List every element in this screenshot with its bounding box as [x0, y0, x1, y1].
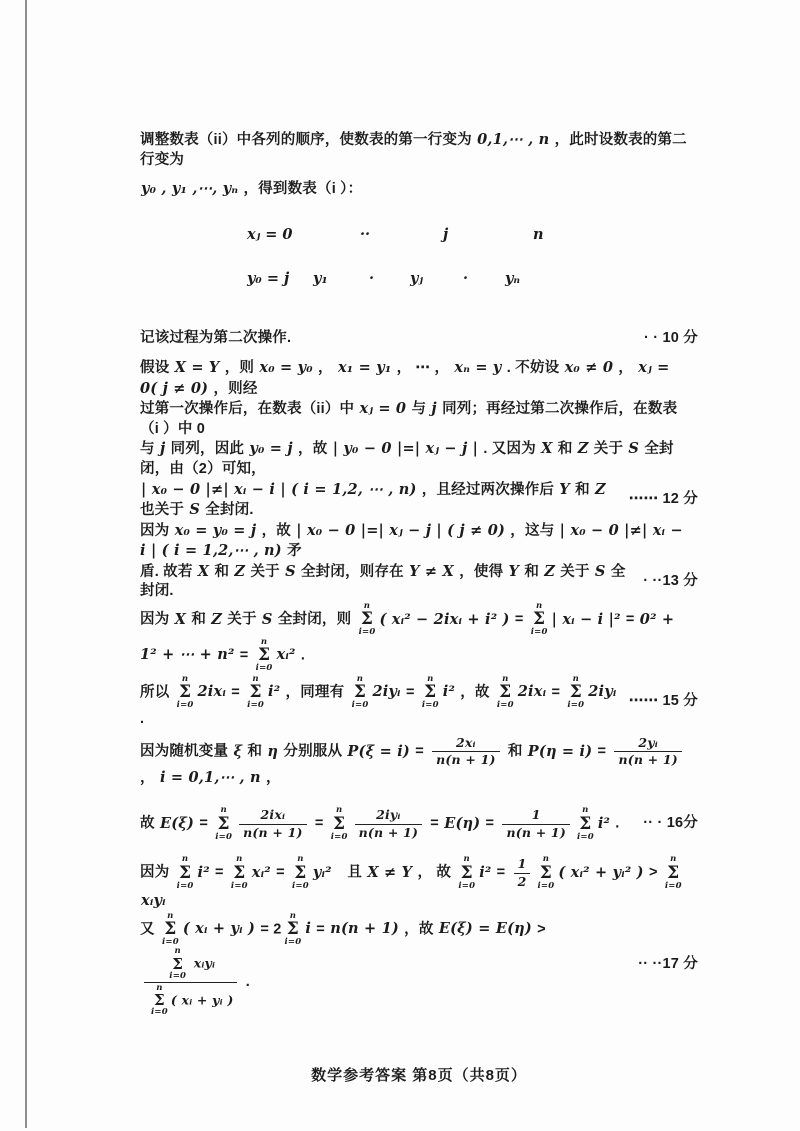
summation-symbol: n Σ i=0: [567, 673, 585, 710]
solution-content: [140, 130, 698, 1085]
table-cell: xⱼ = 0: [247, 226, 293, 244]
solution-line: [140, 399, 698, 439]
summation-symbol: n Σ i=0: [291, 854, 309, 891]
fraction: $\frac{\text{2xᵢ}}{n(n + 1)}$: [432, 736, 499, 768]
solution-line: [140, 855, 698, 911]
fraction: $\frac{\text{2iyᵢ}}{n(n + 1)}$: [355, 808, 422, 840]
table-cell: j: [443, 226, 449, 244]
summation-symbol: n Σ i=0: [421, 673, 439, 710]
summation-symbol: n Σ i=0: [230, 854, 248, 891]
summation-symbol: n Σ i=0: [330, 805, 348, 842]
line-text: 所以 n Σ i=0 2ixᵢ = n Σ i=0 i² ，同理有 n Σ i=0 2iyᵢ = n Σ i=0 i² ，故 n Σ i=0 2ixᵢ = n Σ i=0 2iyᵢ .: [140, 673, 617, 728]
fraction: $\frac{1}{2}$: [514, 857, 531, 889]
score-marker: ⋯⋯ 12 分: [628, 491, 698, 508]
summation-symbol: n Σ i=0: [496, 673, 514, 710]
paragraph-line: [140, 170, 698, 208]
line-text: | x₀ − 0 |≠| xᵢ − i | ( i = 1,2, ⋯ , n) ，且经过两次操作后 Y 和 Z 也关于 S 全封闭.: [140, 480, 606, 519]
line-text: 盾. 故若 X 和 Z 关于 S 全封闭，则存在 Y ≠ X ，使得 Y 和 Z 关于 S 全封闭.: [140, 562, 626, 600]
number-table: [247, 218, 647, 306]
solution-line: [140, 602, 698, 673]
line-text: 假设 X = Y ，则 x₀ = y₀ ， x₁ = y₁ ， ⋯ ， xₙ = y . 不妨设 x₀ ≠ 0 ， xⱼ = 0( j ≠ 0) ，则经: [140, 359, 670, 397]
solution-line: [140, 480, 698, 521]
fraction: $\frac{1}{n(n + 1)}$: [502, 808, 569, 840]
summation-symbol: n Σ i=0: [664, 854, 682, 891]
line-text: 因为 X 和 Z 关于 S 全封闭，则 n Σ i=0 ( xᵢ² − 2ixᵢ + i² ) = n Σ i=0 | xᵢ − i |² = 0² + 1² + ⋯ + n² = n Σ i=0 xᵢ² .: [140, 600, 675, 673]
summation-symbol: n Σ i=0: [215, 805, 233, 842]
score-marker: ·· ··17 分: [638, 955, 698, 972]
summation-symbol: n Σ i=0: [247, 673, 265, 710]
fraction: $\frac{\text{2ixᵢ}}{n(n + 1)}$: [239, 808, 306, 840]
summation-symbol: n Σ i=0: [176, 673, 194, 710]
score-marker: · · 10 分: [644, 330, 698, 347]
solution-line: [140, 562, 698, 602]
line-text: 因为 n Σ i=0 i² = n Σ i=0 xᵢ² = n Σ i=0 yᵢ² 且 X ≠ Y ， 故 n Σ i=0 i² = $\frac{1}{2}$ n Σ i=0 ( xᵢ² + yᵢ² ) > n Σ i=0 xᵢyᵢ: [140, 854, 682, 909]
line-text: 故 E(ξ) = n Σ i=0 $\frac{\text{2ixᵢ}}{n(n + 1)}$ = n Σ i=0 $\frac{\text{2iyᵢ}}{n(n + 1)}$ = E(η) = $\frac{1}{n(n + 1)}$ n Σ i=0 i² .: [140, 805, 620, 842]
line-text: 因为 x₀ = y₀ = j ，故 | x₀ − 0 |=| xⱼ − j | ( j ≠ 0) ，这与 | x₀ − 0 |≠| xᵢ − i | ( i = 1,2,⋯ , n) 矛: [140, 521, 683, 560]
scan-edge-line: [25, 0, 27, 1128]
table-cell: ·: [463, 270, 469, 288]
table-cell: ·: [369, 270, 375, 288]
solution-line: [140, 673, 698, 731]
line-text: 与 j 同列，因此 y₀ = j ，故 | y₀ − 0 |=| xⱼ − j | . 又因为 X 和 Z 关于 S 全封闭，由（2）可知，: [140, 440, 674, 477]
fraction: $\frac{\text{2yᵢ}}{n(n + 1)}$: [614, 736, 681, 768]
summation-symbol: n Σ i=0: [351, 673, 369, 710]
summation-symbol: n Σ i=0: [537, 854, 555, 891]
line-text: y₀ , y₁ ,⋯, yₙ ，得到数表（i ）：: [141, 179, 363, 197]
solution-line: [140, 793, 698, 855]
solution-line: [140, 731, 698, 793]
summation-symbol: n Σ i=0: [161, 910, 179, 947]
paragraph-line: [140, 130, 698, 170]
line-text: 记该过程为第二次操作.: [140, 330, 292, 347]
solution-line: [140, 320, 698, 358]
line-text: 调整数表（ii）中各列的顺序，使数表的第一行变为 0,1,⋯ , n ，此时设数表的第二行变为: [140, 131, 687, 168]
summation-symbol: n Σ i=0: [358, 600, 376, 638]
summation-symbol: n Σ i=0: [458, 854, 476, 891]
score-marker: · ··13 分: [643, 573, 698, 590]
line-text: 因为随机变量 ξ 和 η 分别服从 P(ξ = i) = $\frac{\text{2xᵢ}}{n(n + 1)}$ 和 P(η = i) = $\frac{\text{2yᵢ}}{n(n + 1)}$ ， i = 0,1,⋯ , n ，: [140, 736, 690, 788]
fraction: n Σ i=0 xᵢyᵢ n Σ i=0 ( xᵢ + yᵢ ): [144, 947, 237, 1017]
table-cell: ··: [360, 226, 371, 244]
line-text: 又 n Σ i=0 ( xᵢ + yᵢ ) = 2 n Σ i=0 i = n(n + 1) ，故 E(ξ) = E(η) > n Σ i=0 xᵢyᵢ n Σ i=0 ( xᵢ + yᵢ ) .: [140, 910, 546, 1018]
table-cell: yₙ: [505, 270, 521, 288]
score-marker: ⋯⋯ 15 分: [628, 693, 698, 710]
line-text: 过第一次操作后，在数表（ii）中 xⱼ = 0 与 j 同列；再经过第二次操作后，在数表（i ）中 0: [140, 400, 678, 437]
solution-line: [140, 439, 698, 479]
score-marker: ·· · 16分: [643, 815, 698, 832]
summation-symbol: n Σ i=0: [151, 982, 168, 1018]
summation-symbol: n Σ i=0: [284, 910, 302, 947]
table-cell: yⱼ: [410, 270, 423, 288]
table-cell: y₁: [313, 270, 328, 288]
table-cell: n: [533, 226, 544, 244]
table-cell: y₀ = j: [247, 270, 290, 288]
summation-symbol: n Σ i=0: [255, 636, 273, 673]
summation-symbol: n Σ i=0: [530, 600, 548, 638]
summation-symbol: n Σ i=0: [169, 946, 187, 981]
solution-line: [140, 912, 698, 1018]
summation-symbol: n Σ i=0: [576, 805, 594, 842]
summation-symbol: n Σ i=0: [176, 854, 194, 891]
solution-line: [140, 358, 698, 399]
page-footer: 数学参考答案 第8页（共8页）: [311, 1066, 527, 1084]
solution-line: [140, 521, 698, 562]
